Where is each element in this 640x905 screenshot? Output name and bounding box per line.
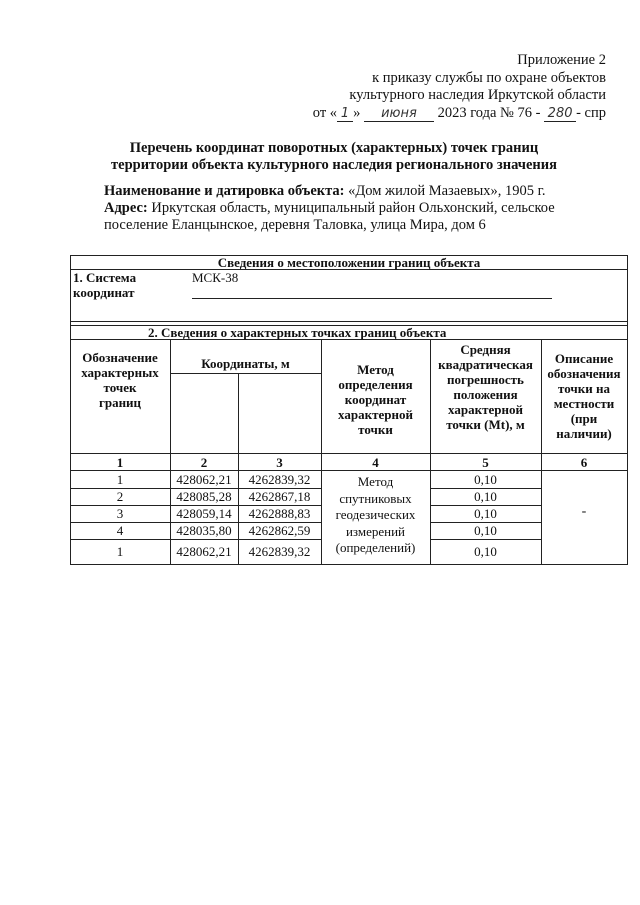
table-border [70,564,628,565]
row-point: 1 [116,472,124,487]
header-method: Метод определения координат характерной точки [338,362,413,437]
method-value: Метод спутниковых геодезических измерений (определений) [335,474,416,555]
section2-title: 2. Сведения о характерных точках границ объекта [148,325,447,340]
document-title: Перечень координат поворотных (характерных) точек границ территории объекта культурного наследия регионального значения [111,140,557,173]
row-mt: 0,10 [474,544,497,559]
header-accuracy: Средняя квадратическая погрешность положения характерной точки (Mt), м [438,342,533,432]
table-line [70,321,628,322]
row-mt: 0,10 [474,506,497,521]
table-line [170,373,321,374]
table-line [70,470,628,471]
table-border [627,255,628,565]
row-y: 4262888,83 [248,506,311,521]
appendix-order: к приказу службы по охране объектов [372,69,606,86]
handwritten-number: 280 [544,107,576,122]
table-line [70,539,322,540]
object-address: Адрес: Иркутская область, муниципальный район Ольхонский, сельское [104,200,555,216]
row-point: 3 [116,506,124,521]
column-number: 6 [580,455,588,470]
column-number: 4 [372,455,379,470]
row-mt: 0,10 [474,523,497,538]
header-description: Описание обозначения точки на местности (при наличии) [547,351,621,441]
system-value: МСК-38 [192,270,239,285]
row-x: 428062,21 [176,472,232,487]
row-x: 428085,28 [176,489,232,504]
system-underline [192,298,552,299]
row-y: 4262839,32 [248,544,311,559]
header-coordinates: Координаты, м [201,356,290,371]
row-y: 4262839,32 [248,472,311,487]
row-x: 428035,80 [176,523,232,538]
table-line [430,539,541,540]
object-name: Наименование и датировка объекта: «Дом жилой Мазаевых», 1905 г. [104,183,546,199]
appendix-title: Приложение 2 [517,52,606,68]
appendix-agency: культурного наследия Иркутской области [349,87,606,103]
header-point-designation: Обозначение характерных точек границ [81,350,159,410]
row-y: 4262862,59 [248,523,311,538]
row-y: 4262867,18 [248,489,311,504]
appendix-date-line: от « 1 » июня 2023 года № 76 - 280 - спр [312,104,606,121]
row-x: 428059,14 [176,506,232,521]
appendix-header [313,52,606,122]
column-number: 1 [116,455,124,470]
section1-title: Сведения о местоположении границ объекта [217,255,481,270]
handwritten-day: 1 [337,107,353,122]
column-number: 2 [200,455,208,470]
handwritten-month: июня [364,107,434,122]
object-address-continued: поселение Еланцынское, деревня Таловка, улица Мира, дом 6 [104,217,486,233]
row-x: 428062,21 [176,544,232,559]
column-number: 5 [482,455,489,470]
row-point: 4 [116,523,124,538]
table-line [70,453,628,454]
row-mt: 0,10 [474,472,497,487]
row-point: 2 [116,489,124,504]
row-mt: 0,10 [474,489,497,504]
description-value: - [581,504,587,519]
system-label: 1. Система координат [73,270,137,300]
row-point: 1 [116,544,124,559]
column-number: 3 [276,455,283,470]
